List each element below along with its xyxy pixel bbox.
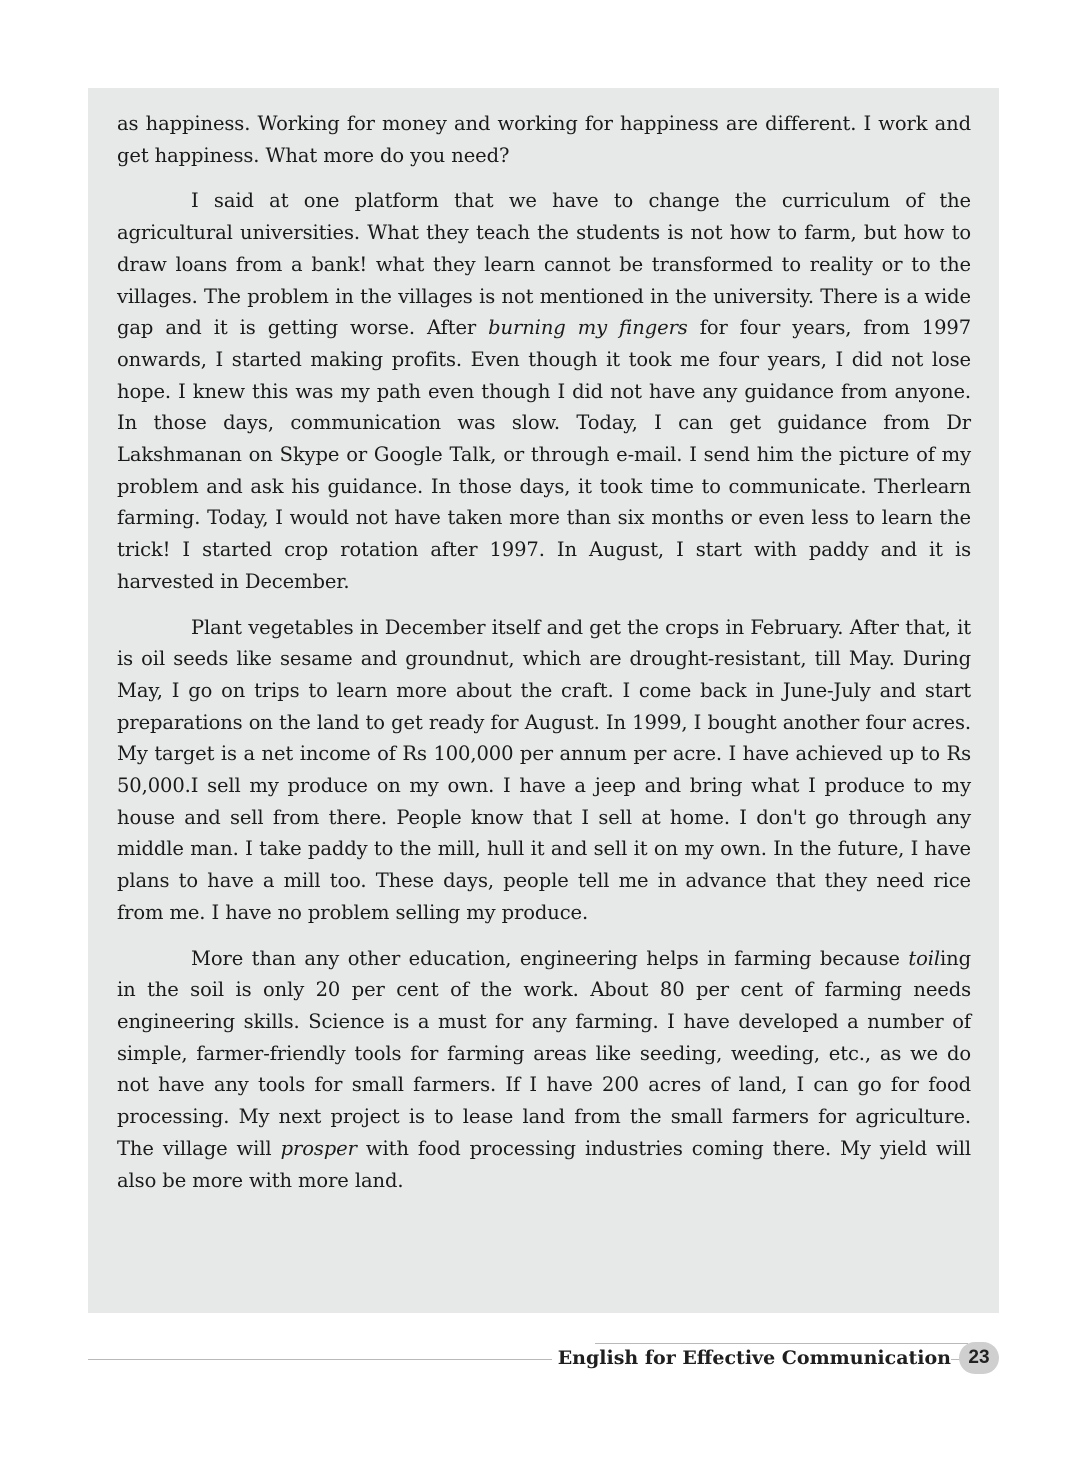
paragraph-4-text-b: ing in the soil is only 20 per cent of the work. About 80 per cent of farming needs engineering skills. Science is a must for any farming. I have developed a number of simple, farmer-friendly tools for farming areas like seeding, weeding, etc., as we do not have any tools for small farmers. If I have 200 acres of land, I can go for food processing. My next project is to lease land from the small farmers for agriculture. The village will [117,946,971,1160]
text-panel [88,88,999,1313]
paragraph-2 [117,185,971,597]
paragraph-2-text-a: I said at one platform that we have to change the curriculum of the agricultural universities. What they teach the students is not how to farm, but how to draw loans from a bank! what they learn cannot be transformed to reality or to the villages. The problem in the villages is not mentioned in the university. There is a wide gap and it is getting worse. After [117,189,971,340]
footer-top-rule [595,1343,968,1344]
page-number-badge: 23 [959,1342,999,1374]
footer-book-title: English for Effective Communication [552,1345,951,1371]
paragraph-1 [117,108,971,171]
paragraph-2-italic-phrase: burning my fingers [488,316,688,340]
paragraph-1-text: as happiness. Working for money and working for happiness are different. I work and get happiness. What more do you need? [117,112,971,167]
paragraph-3 [117,612,971,929]
paragraph-4-text-c: with food processing industries coming there. My yield will also be more with more land. [117,1136,971,1192]
paragraph-4-italic-toil: toil [908,946,941,970]
paragraph-2-text-b: for four years, from 1997 onwards, I started making profits. Even though it took me four years, I did not lose hope. I knew this was my path even though I did not have any guidance from anyone. In those days, communication was slow. Today, I can get guidance from Dr Lakshmanan on Skype or Google Talk, or through e-mail. I send him the picture of my problem and ask his guidance. In those days, it took time to communicate. Therlearn farming. Today, I would not have taken more than six months or even less to learn the trick! I started crop rotation after 1997. In August, I start with paddy and it is harvested in December. [117,316,971,593]
paragraph-4 [117,943,971,1197]
paragraph-3-text: Plant vegetables in December itself and get the crops in February. After that, it is oil seeds like sesame and groundnut, which are drought-resistant, till May. During May, I go on trips to learn more about the craft. I come back in June-July and start preparations on the land to get ready for August. In 1999, I bought another four acres. My target is a net income of Rs 100,000 per annum per acre. I have achieved up to Rs 50,000.I sell my produce on my own. I have a jeep and bring what I produce to my house and sell from there. People know that I sell at home. I don't go through any middle man. I take paddy to the mill, hull it and sell it on my own. In the future, I have plans to have a mill too. These days, people tell me in advance that they need rice from me. I have no problem selling my produce. [117,615,971,924]
page-footer [88,1340,999,1380]
paragraph-4-italic-prosper: prosper [280,1136,357,1160]
paragraph-4-text-a: More than any other education, engineering helps in farming because [191,946,909,970]
